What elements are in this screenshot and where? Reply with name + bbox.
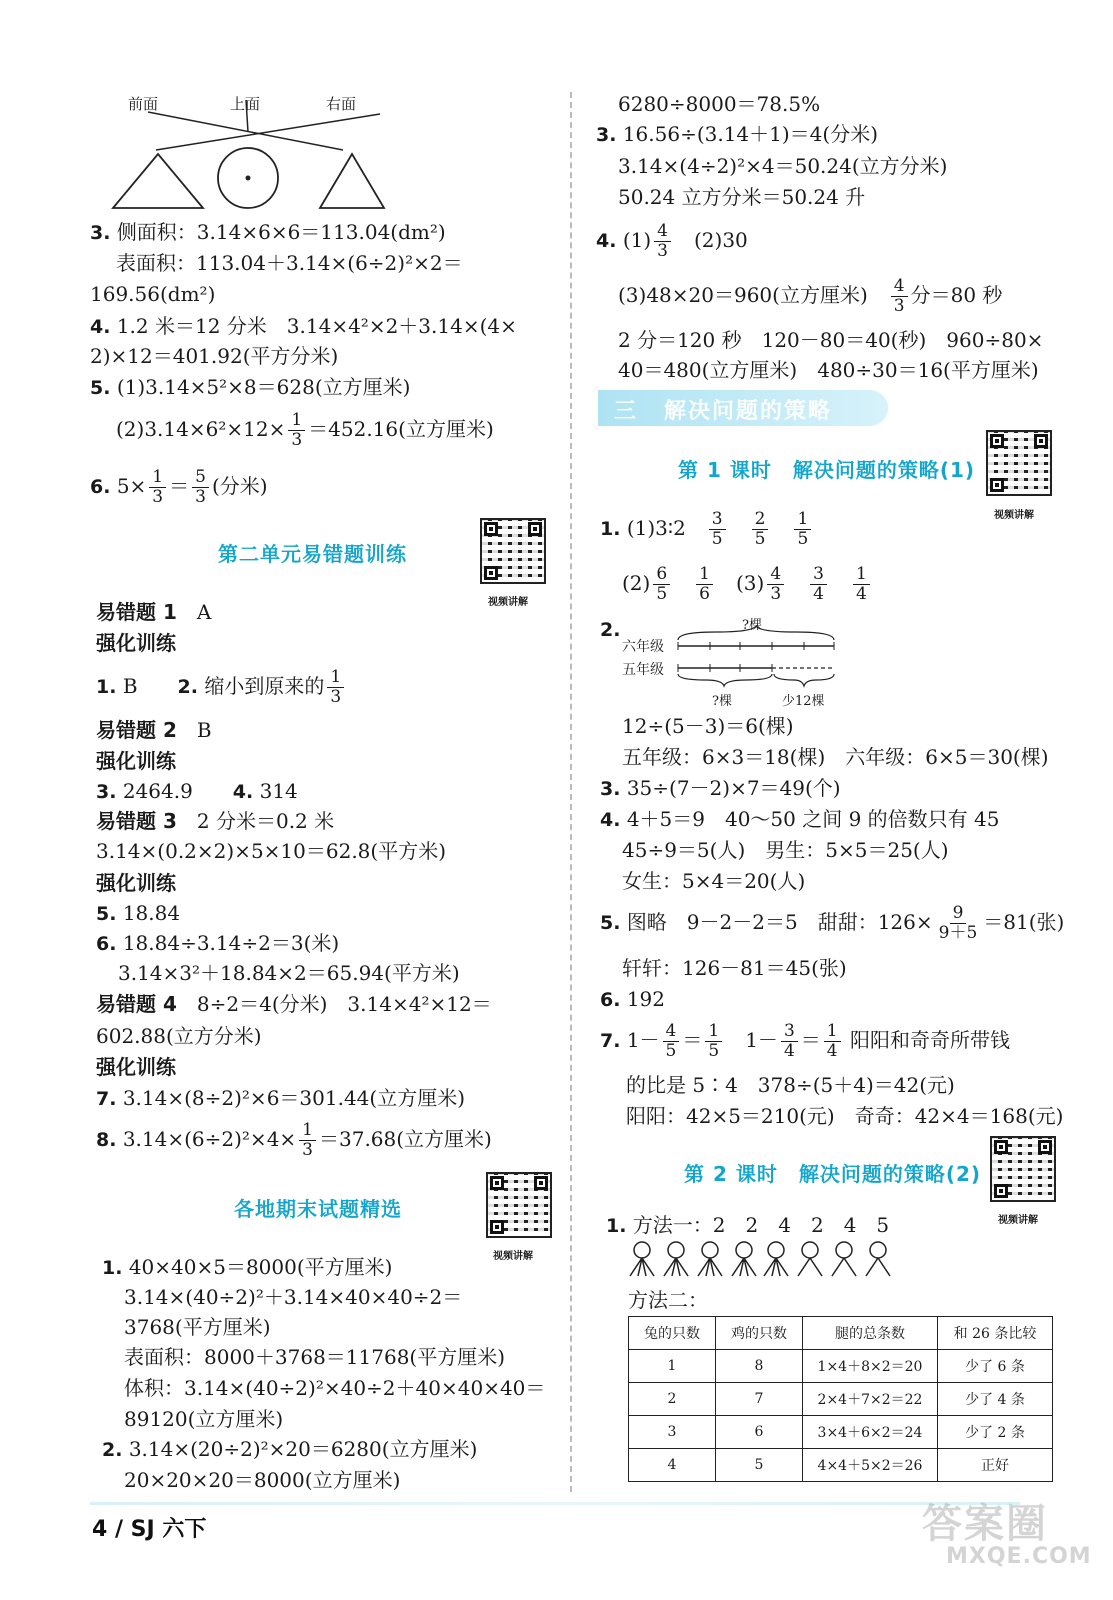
f2-b: 20×20×20＝8000(立方厘米) [124,1468,401,1492]
s4-b: 45÷9＝5(人) 男生：5×5＝25(人) [622,838,949,862]
fraction: $\frac{1}{4}$ [853,565,870,604]
l-q5-a: 5. (1)3.14×5²×8＝628(立方厘米) [90,375,411,399]
f2-a: 2. 3.14×(20÷2)²×20＝6280(立方厘米) [102,1437,478,1461]
r4-c: 2 分＝120 秒 120－80＝40(秒) 960÷80× [618,328,1044,352]
e3-head: 易错题 3 2 分米＝0.2 米 [96,809,335,833]
e4-head: 易错题 4 8÷2＝4(分米) 3.14×4²×12＝ [96,992,492,1016]
fraction: $\frac{4}{3}$ [891,277,908,316]
fraction: $\frac{4}{3}$ [654,222,671,261]
s4-c: 女生：5×4＝20(人) [622,869,806,893]
label-front: 前面 [128,95,159,113]
s2-a: 12÷(5－3)＝6(棵) [622,714,794,738]
l-q6: 6. 5× $\frac{1}{3}$ ＝ $\frac{5}{3}$ (分米) [90,467,268,507]
column-divider [570,92,572,1492]
s6: 6. 192 [600,987,665,1011]
table-header-cell: 腿的总条数 [803,1317,938,1350]
qr-label: 视频讲解 [998,1215,1038,1226]
qr-code[interactable] [486,1172,552,1238]
f1-d: 表面积：8000＋3768＝11768(平方厘米) [124,1345,506,1369]
s5-b: 轩轩：126－81＝45(张) [622,956,847,980]
e2-head: 易错题 2 B [96,718,212,742]
l-q4-a: 4. 1.2 米＝12 分米 3.14×4²×2＋3.14×(4× [90,314,517,338]
table-cell: 8 [716,1350,803,1383]
s7-a: 7. 1－ $\frac{4}{5}$ ＝ $\frac{1}{5}$ 1－ $\frac{3}{4}$ ＝ $\frac{1}{4}$ 阳阳和奇奇所带钱 [600,1021,1010,1061]
table-cell: 3×4＋6×2＝24 [803,1416,938,1449]
fraction: $\frac{1}{5}$ [705,1022,722,1061]
fraction: $\frac{1}{3}$ [149,468,166,507]
table-cell: 1×4＋8×2＝20 [803,1350,938,1383]
fraction: $\frac{1}{3}$ [327,668,344,707]
table-cell: 7 [716,1383,803,1416]
l-q4-b: 2)×12＝401.92(平方分米) [90,344,339,368]
l-q3-c: 169.56(dm²) [90,282,216,306]
footer-rule [90,1502,1020,1505]
table-row [629,1350,1053,1383]
fraction: $\frac{4}{5}$ [663,1022,680,1061]
fraction: $\frac{5}{3}$ [192,468,209,507]
table-cell: 正好 [938,1449,1053,1482]
e2-train: 强化训练 [96,749,176,773]
fraction: $\frac{4}{3}$ [767,565,784,604]
s2-q-bottom: ?棵 [712,694,732,709]
fraction: $\frac{3}{5}$ [709,510,726,549]
s5-a: 5. 图略 9－2－2＝5 甜甜：126× $\frac{9}{9+5}$ ＝81(张) [600,903,1065,943]
qr-label: 视频讲解 [493,1251,533,1262]
page-number: 4 / SJ 六下 [92,1517,207,1542]
qr-label: 视频讲解 [994,510,1034,521]
s7-c: 阳阳：42×5＝210(元) 奇奇：42×4＝168(元) [626,1104,1064,1128]
r3-b: 3.14×(4÷2)²×4＝50.24(立方分米) [618,154,948,178]
unit-title: 解决问题的策略 [664,399,833,424]
e3-line2: 3.14×(0.2×2)×5×10＝62.8(平方米) [96,839,447,863]
fraction: $\frac{1}{6}$ [696,565,713,604]
e1-head: 易错题 1 A [96,600,212,624]
table-cell: 6 [716,1416,803,1449]
table-row [629,1416,1053,1449]
table-row [629,1449,1053,1482]
t1-a: 1. 方法一：2 2 4 2 4 5 [606,1213,890,1237]
table-header-cell: 和 26 条比较 [938,1317,1053,1350]
s2-label-6: 六年级 [622,639,664,655]
table-cell: 4 [629,1449,716,1482]
fraction: $\frac{3}{4}$ [810,565,827,604]
s2-label-5: 五年级 [622,662,664,678]
s2-b: 五年级：6×3＝18(棵) 六年级：6×5＝30(棵) [622,745,1049,769]
e4-train: 强化训练 [96,1055,176,1079]
unit-banner [598,390,888,426]
e4-q8: 8. 3.14×(6÷2)²×4× $\frac{1}{3}$ ＝37.68(立方厘米) [96,1120,492,1160]
s1-b: (2) $\frac{6}{5}$ $\frac{1}{6}$ (3) $\frac{4}{3}$ $\frac{3}{4}$ $\frac{1}{4}$ [622,561,873,605]
r4-b: (3)48×20＝960(立方厘米) $\frac{4}{3}$ 分＝80 秒 [618,276,1003,316]
table-cell: 2 [629,1383,716,1416]
table-row [629,1383,1053,1416]
e4-line2: 602.88(立方分米) [96,1024,262,1048]
r4-a: 4. (1) $\frac{4}{3}$ (2)30 [596,221,748,261]
f1-c: 3768(平方厘米) [124,1315,271,1339]
r4-d: 40＝480(立方厘米) 480÷30＝16(平方厘米) [618,358,1039,382]
answer-table [628,1316,1053,1482]
fraction: $\frac{9}{9+5}$ [938,903,978,943]
fraction: $\frac{1}{5}$ [794,510,811,549]
f1-b: 3.14×(40÷2)²＋3.14×40×40÷2＝ [124,1285,463,1309]
e1-answers: 1. B 2. 缩小到原来的 $\frac{1}{3}$ [96,664,347,709]
l-q3-b: 表面积：113.04＋3.14×(6÷2)²×2＝ [116,251,463,275]
r0: 6280÷8000＝78.5% [618,92,821,116]
qr-code[interactable] [990,1136,1056,1202]
figure-icons [626,1240,898,1280]
table-cell: 少了 6 条 [938,1350,1053,1383]
label-top: 上面 [230,95,261,113]
f1-a: 1. 40×40×5＝8000(平方厘米) [102,1255,393,1279]
e3-q6b: 3.14×3²＋18.84×2＝65.94(平方米) [118,961,460,985]
table-header-cell: 兔的只数 [629,1317,716,1350]
lesson-1-title: 第 1 课时 解决问题的策略(1) [678,458,976,482]
l-q5-b: (2)3.14×6²×12× $\frac{1}{3}$ ＝452.16(立方厘米) [116,410,494,450]
s3: 3. 35÷(7－2)×7＝49(个) [600,776,841,800]
s2-segment-diagram [676,626,838,692]
s2-num: 2. [600,619,621,641]
fraction: $\frac{6}{5}$ [653,565,670,604]
s2-q-top: ?棵 [742,618,762,633]
f1-f: 89120(立方厘米) [124,1407,284,1431]
e3-train: 强化训练 [96,871,176,895]
qr-code[interactable] [480,518,546,584]
fraction: $\frac{1}{3}$ [299,1121,316,1160]
watermark-logo: 答案圈 [922,1501,1048,1547]
r3-a: 3. 16.56÷(3.14＋1)＝4(分米) [596,122,879,146]
l-q3-a: 3. 侧面积：3.14×6×6＝113.04(dm²) [90,220,446,244]
table-cell: 少了 2 条 [938,1416,1053,1449]
table-cell: 5 [716,1449,803,1482]
s1-a: 1. (1)3∶2 $\frac{3}{5}$ $\frac{2}{5}$ $\frac{1}{5}$ [600,506,814,551]
unit-number: 三 [614,399,637,424]
r3-c: 50.24 立方分米＝50.24 升 [618,185,866,209]
t1-b: 方法二： [628,1288,708,1312]
s2-less: 少12棵 [782,694,825,709]
lesson-2-title: 第 2 课时 解决问题的策略(2) [684,1162,982,1186]
fraction: $\frac{1}{4}$ [824,1022,841,1061]
fraction: $\frac{3}{4}$ [781,1022,798,1061]
table-cell: 3 [629,1416,716,1449]
section-final-exam-picks: 各地期末试题精选 [234,1197,402,1221]
s7-b: 的比是 5∶4 378÷(5＋4)＝42(元) [626,1073,955,1097]
s4-a: 4. 4＋5＝9 40～50 之间 9 的倍数只有 45 [600,807,1000,831]
e1-train: 强化训练 [96,631,176,655]
table-cell: 2×4＋7×2＝22 [803,1383,938,1416]
label-right: 右面 [326,95,357,113]
qr-code[interactable] [986,430,1052,496]
fraction: $\frac{1}{3}$ [288,411,305,450]
e3-q5: 5. 18.84 [96,901,181,925]
table-header [629,1317,1053,1350]
section-unit2-errors: 第二单元易错题训练 [218,542,407,566]
qr-label: 视频讲解 [488,597,528,608]
e3-q6a: 6. 18.84÷3.14÷2＝3(米) [96,931,340,955]
watermark-url: MXQE.COM [946,1544,1092,1569]
e4-q7: 7. 3.14×(8÷2)²×6＝301.44(立方厘米) [96,1086,465,1110]
table-cell: 1 [629,1350,716,1383]
table-header-cell: 鸡的只数 [716,1317,803,1350]
fraction: $\frac{2}{5}$ [752,510,769,549]
f1-e: 体积：3.14×(40÷2)²×40÷2＋40×40×40＝ [124,1376,546,1400]
table-cell: 4×4＋5×2＝26 [803,1449,938,1482]
table-cell: 少了 4 条 [938,1383,1053,1416]
e2-answers: 3. 2464.9 4. 314 [96,779,298,803]
